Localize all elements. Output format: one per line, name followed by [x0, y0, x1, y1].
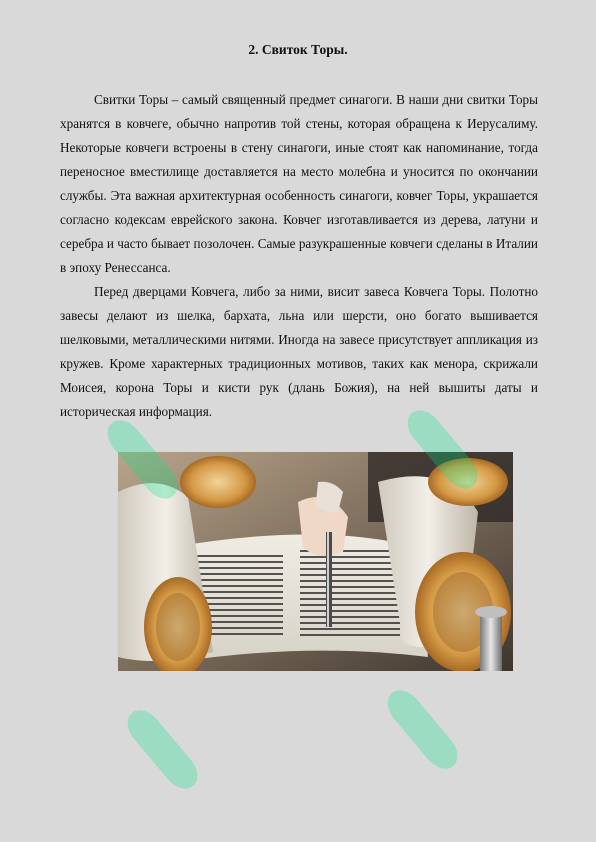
paragraph-1: Свитки Торы – самый священный предмет синагоги. В наши дни свитки Торы хранятся в ковчеге, обычно напротив той стены, которая обращена к Иерусалиму. Некоторые ковчеги встроены в стену синагоги, иные стоят как напоминание, тогда переносное вместилище доставляется на место молебна и уносится по окончании службы. Эта важная архитектурная особенность синагоги, ковчег Торы, украшается согласно кодексам еврейского закона. Ковчег изготавливается из дерева, латуни и серебра и часто бывает позолочен. Самые разукрашенные ковчеги сделаны в Италии в эпоху Ренессанса.: [60, 92, 538, 275]
body-text: [60, 88, 538, 424]
section-title: 2. Свиток Торы.: [248, 42, 348, 57]
torah-scroll-photo: [118, 452, 513, 671]
paragraph-2: Перед дверцами Ковчега, либо за ними, висит завеса Ковчега Торы. Полотно завесы делают из шелка, бархата, льна или шерсти, оно богато вышивается шелковыми, металлическими нитями. Иногда на завесе присутствует аппликация из кружев. Кроме характерных традиционных мотивов, таких как менора, скрижали Моисея, корона Торы и кисти рук (длань Божия), на ней вышиты даты и историческая информация.: [60, 284, 538, 419]
torah-scroll-illustration: [118, 452, 513, 671]
